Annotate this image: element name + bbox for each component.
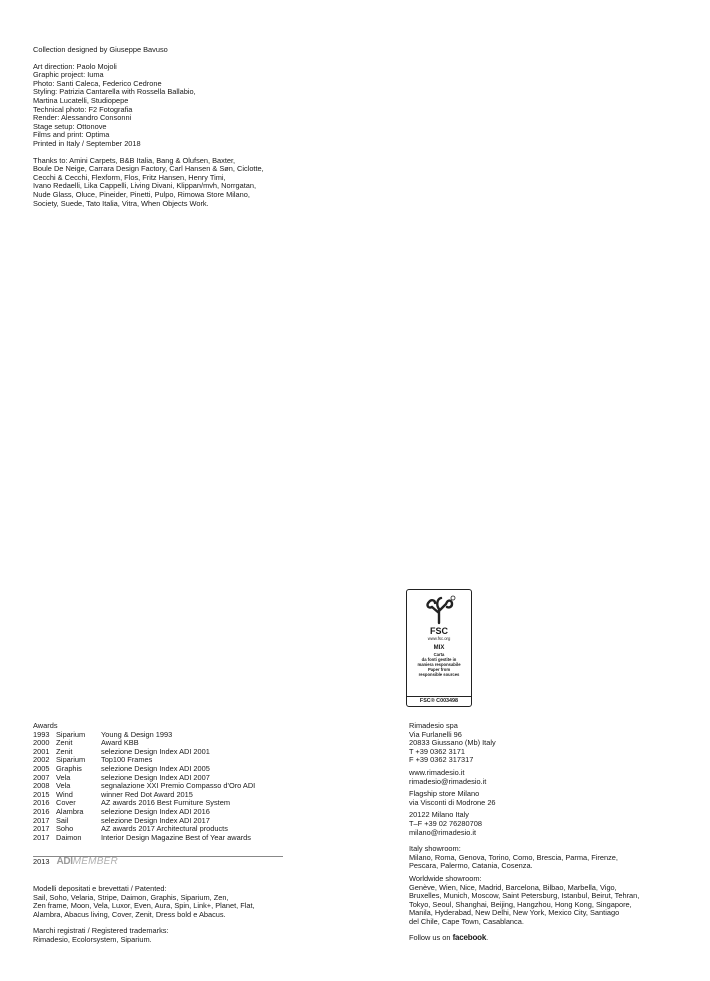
company-line: Rimadesio spa bbox=[409, 721, 458, 730]
award-product: Vela bbox=[56, 781, 71, 791]
fsc-tree-icon bbox=[407, 595, 471, 626]
worldwide-showroom-line: Bruxelles, Munich, Moscow, Saint Petersburg, Istanbul, Beirut, Tehran, bbox=[409, 891, 640, 901]
fsc-logo-text: FSC bbox=[430, 626, 448, 636]
fsc-label bbox=[406, 589, 472, 707]
thanks-line: Cecchi & Cecchi, Flexform, Flos, Fritz Hansen, Henry Timi, bbox=[33, 172, 226, 182]
adi-member-text: MEMBER bbox=[72, 856, 118, 867]
award-title: Top100 Frames bbox=[101, 755, 153, 765]
awards-heading: Awards bbox=[33, 721, 58, 730]
award-year: 2002 bbox=[33, 755, 50, 765]
award-title: selezione Design Index ADI 2017 bbox=[101, 815, 210, 825]
patents-line: Alambra, Abacus living, Cover, Zenit, Dress bold e Abacus. bbox=[33, 909, 226, 919]
flagship-line: 20122 Milano Italy bbox=[409, 810, 469, 820]
award-title: winner Red Dot Award 2015 bbox=[101, 789, 193, 799]
company-block bbox=[409, 722, 639, 943]
award-year: 2005 bbox=[33, 763, 50, 773]
designed-by: Collection designed by Giuseppe Bavuso bbox=[33, 45, 168, 54]
thanks-line: Ivano Redaelli, Lika Cappelli, Living Divani, Klippan/mvh, Norrgatan, bbox=[33, 181, 257, 191]
credit-line: Printed in Italy / September 2018 bbox=[33, 138, 141, 148]
worldwide-showroom-line: Worldwide showroom: bbox=[409, 873, 482, 883]
patents-block bbox=[33, 885, 255, 945]
flagship-email-link[interactable]: milano@rimadesio.it bbox=[409, 827, 477, 837]
credit-line: Films and print: Optima bbox=[33, 130, 110, 140]
worldwide-showroom-line: Manila, Hyderabad, New Delhi, New York, Mexico City, Santiago bbox=[409, 908, 620, 918]
award-product: Cover bbox=[56, 798, 76, 808]
thanks-line: Boule De Neige, Carrara Design Factory, Carl Hansen & Søn, Ciclotte, bbox=[33, 164, 264, 174]
award-product: Wind bbox=[56, 789, 73, 799]
company-line: T +39 0362 3171 bbox=[409, 746, 465, 756]
facebook-link[interactable]: facebook bbox=[452, 933, 487, 943]
fsc-line: maniera responsabile bbox=[417, 662, 461, 667]
trademarks-line: Rimadesio, Ecolorsystem, Siparium. bbox=[33, 934, 152, 944]
award-year: 2016 bbox=[33, 806, 50, 816]
patents-line: Zen frame, Moon, Vela, Luxor, Even, Aura, Spin, Link+, Planet, Flat, bbox=[33, 901, 255, 911]
award-title: AZ awards 2017 Architectural products bbox=[101, 824, 228, 834]
award-title: selezione Design Index ADI 2007 bbox=[101, 772, 210, 782]
award-title: selezione Design Index ADI 2016 bbox=[101, 806, 210, 816]
fsc-site: www.fsc.org bbox=[427, 636, 451, 641]
award-product: Soho bbox=[56, 824, 74, 834]
award-title: selezione Design Index ADI 2001 bbox=[101, 746, 210, 756]
credit-line: Styling: Patrizia Cantarella with Rossella Ballabio, bbox=[33, 87, 196, 97]
email-link[interactable]: rimadesio@rimadesio.it bbox=[409, 776, 487, 786]
company-line: 20833 Giussano (Mb) Italy bbox=[409, 738, 496, 748]
italy-showroom-line: Pescara, Palermo, Catania, Cosenza. bbox=[409, 861, 533, 871]
flagship-line: Flagship store Milano bbox=[409, 789, 480, 799]
credit-line: Graphic project: Iuma bbox=[33, 70, 104, 80]
thanks-line: Thanks to: Amini Carpets, B&B Italia, Bang & Olufsen, Baxter, bbox=[33, 155, 236, 165]
credits-block bbox=[33, 46, 264, 208]
award-product: Zenit bbox=[56, 738, 73, 748]
credit-line: Photo: Santi Caleca, Federico Cedrone bbox=[33, 78, 162, 88]
follow-label: Follow us on bbox=[409, 933, 451, 943]
fsc-mix: MIX bbox=[433, 645, 445, 651]
award-year: 2016 bbox=[33, 798, 50, 808]
awards-block bbox=[33, 722, 255, 842]
credit-line: Art direction: Paolo Mojoli bbox=[33, 61, 117, 71]
fsc-line: Carta bbox=[433, 652, 445, 657]
credit-line: Render: Alessandro Consonni bbox=[33, 113, 132, 123]
thanks-line: Society, Suede, Tato Italia, Vitra, When Objects Work. bbox=[33, 198, 209, 208]
award-title: selezione Design Index ADI 2005 bbox=[101, 763, 210, 773]
award-product: Zenit bbox=[56, 746, 73, 756]
award-product: Siparium bbox=[56, 755, 86, 765]
award-year: 2017 bbox=[33, 815, 50, 825]
worldwide-showroom-line: del Chile, Cape Town, Casablanca. bbox=[409, 916, 524, 926]
website-link[interactable]: www.rimadesio.it bbox=[409, 767, 465, 777]
award-year: 2017 bbox=[33, 832, 50, 842]
award-year: 2000 bbox=[33, 738, 50, 748]
patents-heading: Modelli depositati e brevettati / Patented: bbox=[33, 884, 167, 893]
award-product: Alambra bbox=[56, 806, 84, 816]
awards-list bbox=[33, 731, 255, 843]
adi-logo: ADI bbox=[56, 856, 73, 867]
award-row bbox=[33, 834, 255, 843]
flagship-line: via Visconti di Modrone 26 bbox=[409, 797, 496, 807]
fsc-line: Paper from bbox=[427, 667, 451, 672]
italy-showroom-line: Milano, Roma, Genova, Torino, Como, Brescia, Parma, Firenze, bbox=[409, 852, 618, 862]
thanks-line: Nude Glass, Oluce, Pineider, Pinetti, Pulpo, Rimowa Store Milano, bbox=[33, 189, 250, 199]
award-year: 2017 bbox=[33, 824, 50, 834]
award-title: Young & Design 1993 bbox=[101, 729, 173, 739]
credit-line: Martina Lucatelli, Studiopepe bbox=[33, 95, 129, 105]
award-product: Graphis bbox=[56, 763, 82, 773]
award-title: AZ awards 2016 Best Furniture System bbox=[101, 798, 230, 808]
award-title: Interior Design Magazine Best of Year awards bbox=[101, 832, 251, 842]
fsc-line: responsible sources bbox=[418, 672, 460, 677]
patents-line: Sail, Soho, Velaria, Stripe, Daimon, Graphis, Siparium, Zen, bbox=[33, 892, 229, 902]
company-line: Via Furlanelli 96 bbox=[409, 729, 462, 739]
award-product: Daimon bbox=[56, 832, 82, 842]
worldwide-showroom-line: Genève, Wien, Nice, Madrid, Barcelona, Bilbao, Marbella, Vigo, bbox=[409, 882, 617, 892]
worldwide-showroom-line: Tokyo, Seoul, Shanghai, Beijing, Hangzhou, Hong Kong, Singapore, bbox=[409, 899, 632, 909]
follow-dot: . bbox=[486, 933, 489, 943]
award-product: Vela bbox=[56, 772, 71, 782]
award-year: 1993 bbox=[33, 729, 50, 739]
company-line: F +39 0362 317317 bbox=[409, 755, 474, 765]
award-year: 2008 bbox=[33, 781, 50, 791]
fsc-line: da fonti gestite in bbox=[421, 657, 457, 662]
award-product: Sail bbox=[56, 815, 69, 825]
adi-member bbox=[33, 858, 118, 867]
award-year: 2007 bbox=[33, 772, 50, 782]
award-product: Siparium bbox=[56, 729, 86, 739]
award-year: 2015 bbox=[33, 789, 50, 799]
award-title: Award KBB bbox=[101, 738, 139, 748]
award-year: 2001 bbox=[33, 746, 50, 756]
follow-us bbox=[409, 934, 639, 943]
credit-line: Stage setup: Ottonove bbox=[33, 121, 107, 131]
award-title: segnalazione XXI Premio Compasso d'Oro ADI bbox=[101, 781, 256, 791]
italy-showroom-line: Italy showroom: bbox=[409, 844, 461, 854]
trademarks-heading: Marchi registrati / Registered trademarks: bbox=[33, 926, 169, 936]
fsc-code: FSC® C003498 bbox=[407, 696, 471, 704]
flagship-line: T–F +39 02 76280708 bbox=[409, 818, 482, 828]
credit-line: Technical photo: F2 Fotografia bbox=[33, 104, 133, 114]
adi-year: 2013 bbox=[33, 857, 50, 866]
